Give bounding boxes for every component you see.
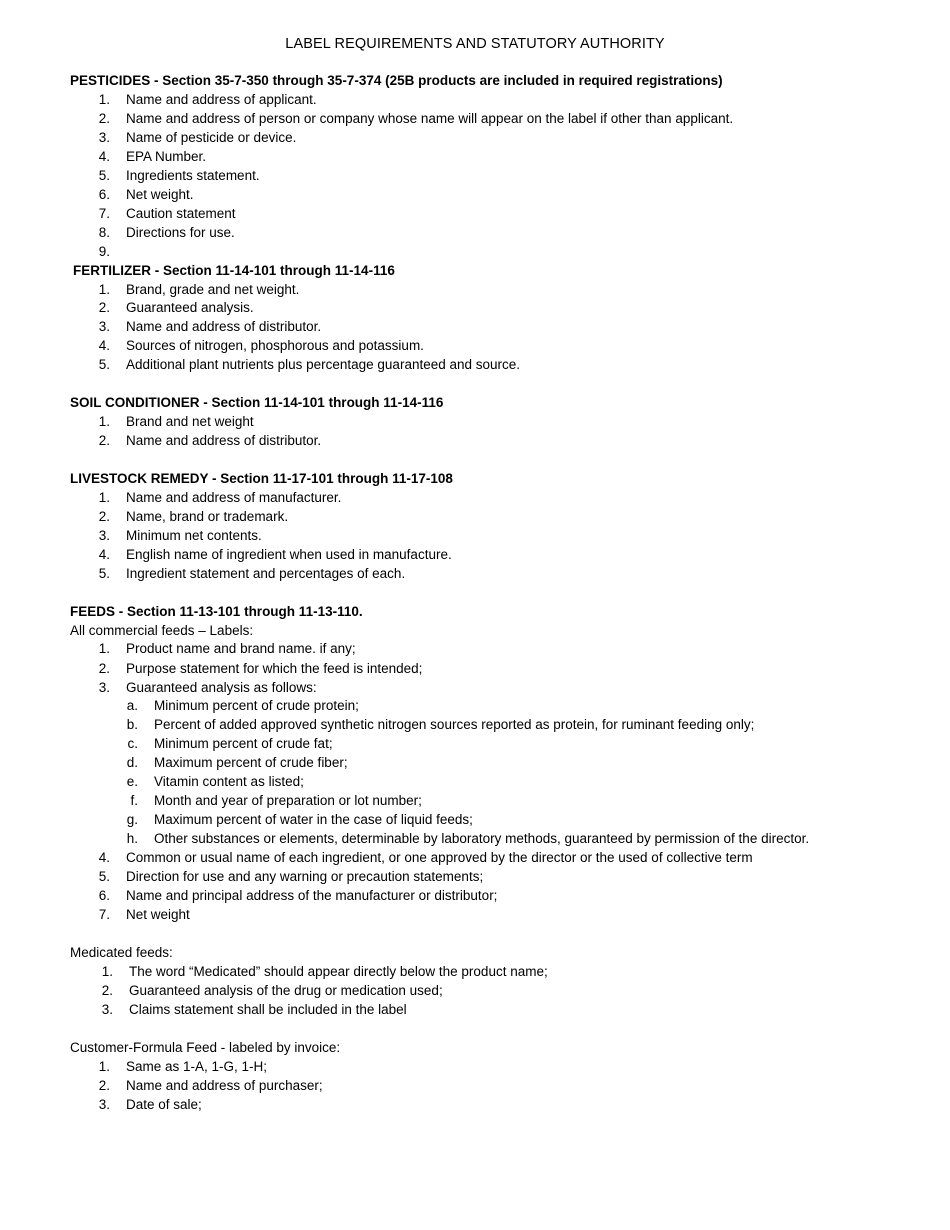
section-heading-soil-conditioner: SOIL CONDITIONER - Section 11-14-101 through 11-14-116 [70,395,444,410]
medicated-item-text: Claims statement shall be included in the label [129,1002,407,1017]
livestock-item-text: Name, brand or trademark. [126,509,289,524]
soil-item-number: 1. [98,414,110,429]
pesticides-item-number: 7. [98,206,110,221]
feeds-item-text: Net weight [126,907,190,922]
feeds-subitem-number: f. [130,793,138,808]
pesticides-item-number: 5. [98,168,110,183]
feeds-subitem-text: Month and year of preparation or lot number; [154,793,422,808]
fertilizer-item-text: Guaranteed analysis. [126,300,254,315]
livestock-item-text: Name and address of manufacturer. [126,490,342,505]
customer-formula-intro: Customer-Formula Feed - labeled by invoice: [70,1040,341,1055]
pesticides-item-number: 6. [98,187,110,202]
feeds-item-number: 3. [98,680,110,695]
fertilizer-item-number: 3. [98,319,110,334]
feeds-subitem-number: a. [126,698,138,713]
feeds-subitem-number: b. [126,717,138,732]
livestock-item-number: 5. [98,566,110,581]
pesticides-item-text: Name and address of applicant. [126,92,317,107]
feeds-item-text: Guaranteed analysis as follows: [126,680,317,695]
fertilizer-item-text: Brand, grade and net weight. [126,282,300,297]
feeds-subitem-number: e. [126,774,138,789]
medicated-item-number: 3. [101,1002,113,1017]
soil-item-number: 2. [98,433,110,448]
fertilizer-item-text: Name and address of distributor. [126,319,322,334]
feeds-item-number: 6. [98,888,110,903]
fertilizer-item-number: 1. [98,282,110,297]
pesticides-item-number: 1. [98,92,110,107]
feeds-item-number: 5. [98,869,110,884]
feeds-subitem-number: c. [127,736,138,751]
pesticides-item-text: Directions for use. [126,225,235,240]
pesticides-item-number: 9. [98,244,110,259]
feeds-item-text: Product name and brand name. if any; [126,641,356,656]
livestock-item-text: English name of ingredient when used in manufacture. [126,547,452,562]
feeds-item-number: 7. [98,907,110,922]
medicated-item-number: 2. [101,983,113,998]
pesticides-item-text: Ingredients statement. [126,168,260,183]
fertilizer-item-number: 5. [98,357,110,372]
feeds-item-text: Direction for use and any warning or precaution statements; [126,869,484,884]
feeds-item-text: Common or usual name of each ingredient, or one approved by the director or the used of collective term [126,850,753,865]
medicated-item-text: The word “Medicated” should appear directly below the product name; [129,964,548,979]
pesticides-item-text: Net weight. [126,187,194,202]
pesticides-item-number: 2. [98,111,110,126]
livestock-item-number: 2. [98,509,110,524]
medicated-item-number: 1. [101,964,113,979]
customer-item-number: 1. [98,1059,110,1074]
pesticides-item-number: 8. [98,225,110,240]
feeds-subitem-number: d. [126,755,138,770]
customer-item-number: 2. [98,1078,110,1093]
customer-item-text: Same as 1-A, 1-G, 1-H; [126,1059,268,1074]
fertilizer-item-text: Additional plant nutrients plus percentage guaranteed and source. [126,357,521,372]
pesticides-item-number: 3. [98,130,110,145]
pesticides-item-text: Caution statement [126,206,236,221]
feeds-subitem-text: Maximum percent of water in the case of liquid feeds; [154,812,473,827]
livestock-item-text: Minimum net contents. [126,528,262,543]
page-title: LABEL REQUIREMENTS AND STATUTORY AUTHORITY [285,36,665,52]
feeds-item-text: Name and principal address of the manufacturer or distributor; [126,888,498,903]
livestock-item-number: 3. [98,528,110,543]
section-heading-feeds: FEEDS - Section 11-13-101 through 11-13-110. [70,604,363,619]
medicated-item-text: Guaranteed analysis of the drug or medication used; [129,983,443,998]
customer-item-number: 3. [98,1097,110,1112]
livestock-item-number: 1. [98,490,110,505]
feeds-item-number: 4. [98,850,110,865]
feeds-subitem-text: Percent of added approved synthetic nitrogen sources reported as protein, for ruminant feeding only; [154,717,755,732]
feeds-item-text: Purpose statement for which the feed is intended; [126,661,423,676]
section-heading-pesticides: PESTICIDES - Section 35-7-350 through 35-7-374 (25B products are included in required registrations) [70,73,723,88]
feeds-item-number: 1. [98,641,110,656]
pesticides-item-text: Name of pesticide or device. [126,130,297,145]
feeds-subitem-text: Minimum percent of crude protein; [154,698,359,713]
feeds-subitem-number: g. [126,812,138,827]
soil-item-text: Name and address of distributor. [126,433,322,448]
section-heading-fertilizer: FERTILIZER - Section 11-14-101 through 11-14-116 [73,263,395,278]
feeds-item-number: 2. [98,661,110,676]
feeds-subitem-text: Minimum percent of crude fat; [154,736,333,751]
feeds-subitem-text: Maximum percent of crude fiber; [154,755,348,770]
fertilizer-item-number: 4. [98,338,110,353]
pesticides-item-text: Name and address of person or company whose name will appear on the label if other than applicant. [126,111,734,126]
customer-item-text: Date of sale; [126,1097,202,1112]
feeds-subitem-text: Vitamin content as listed; [154,774,304,789]
livestock-item-number: 4. [98,547,110,562]
livestock-item-text: Ingredient statement and percentages of each. [126,566,406,581]
medicated-feeds-intro: Medicated feeds: [70,945,173,960]
pesticides-item-text: EPA Number. [126,149,207,164]
feeds-subitem-text: Other substances or elements, determinable by laboratory methods, guaranteed by permission of the director. [154,831,810,846]
section-heading-livestock-remedy: LIVESTOCK REMEDY - Section 11-17-101 through 11-17-108 [70,471,453,486]
fertilizer-item-number: 2. [98,300,110,315]
feeds-intro: All commercial feeds – Labels: [70,623,254,638]
pesticides-item-number: 4. [98,149,110,164]
fertilizer-item-text: Sources of nitrogen, phosphorous and potassium. [126,338,424,353]
soil-item-text: Brand and net weight [126,414,254,429]
feeds-subitem-number: h. [126,831,138,846]
customer-item-text: Name and address of purchaser; [126,1078,323,1093]
